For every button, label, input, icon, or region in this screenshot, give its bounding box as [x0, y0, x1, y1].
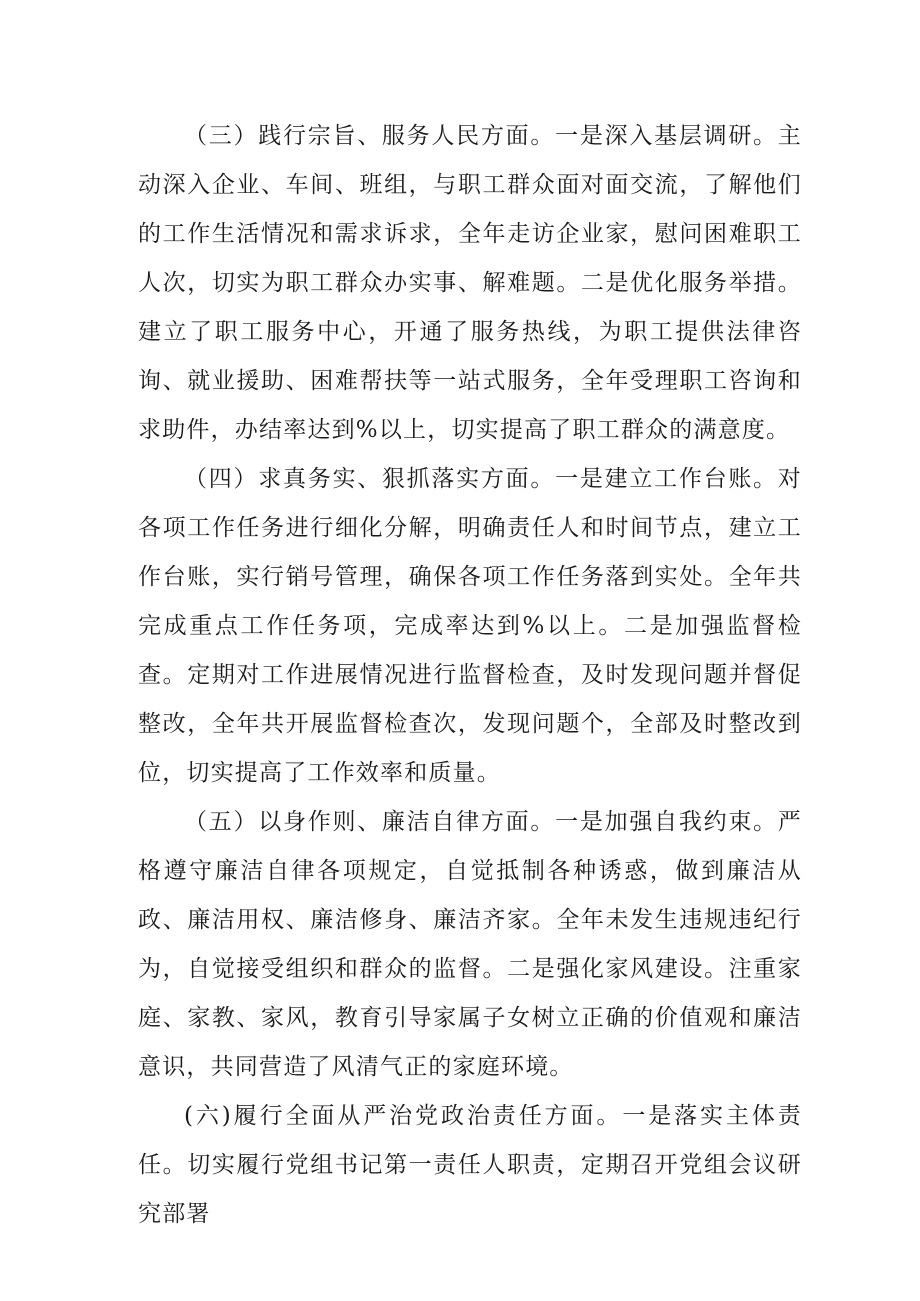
paragraph-section-6: (六)履行全面从严治党政治责任方面。一是落实主体责任。切实履行党组书记第一责任人职责，定期召开党组会议研究部署 — [138, 1103, 802, 1227]
paragraph-section-3: （三）践行宗旨、服务人民方面。一是深入基层调研。主动深入企业、车间、班组，与职工群众面对面交流，了解他们的工作生活情况和需求诉求，全年走访企业家，慰问困难职工人次，切实为职工群众办实事、解难题。二是优化服务举措。建立了职工服务中心，开通了服务热线，为职工提供法律咨询、就业援助、困难帮扶等一站式服务，全年受理职工咨询和求助件，办结率达到%以上，切实提高了职工群众的满意度。 — [138, 123, 802, 443]
paragraph-section-4: （四）求真务实、狠抓落实方面。一是建立工作台账。对各项工作任务进行细化分解，明确责任人和时间节点，建立工作台账，实行销号管理，确保各项工作任务落到实处。全年共完成重点工作任务项，完成率达到%以上。二是加强监督检查。定期对工作进展情况进行监督检查，及时发现问题并督促整改，全年共开展监督检查次，发现问题个，全部及时整改到位，切实提高了工作效率和质量。 — [138, 466, 802, 786]
paragraph-section-5: （五）以身作则、廉洁自律方面。一是加强自我约束。严格遵守廉洁自律各项规定，自觉抵制各种诱惑，做到廉洁从政、廉洁用权、廉洁修身、廉洁齐家。全年未发生违规违纪行为，自觉接受组织和群众的监督。二是强化家风建设。注重家庭、家教、家风，教育引导家属子女树立正确的价值观和廉洁意识，共同营造了风清气正的家庭环境。 — [138, 809, 802, 1080]
